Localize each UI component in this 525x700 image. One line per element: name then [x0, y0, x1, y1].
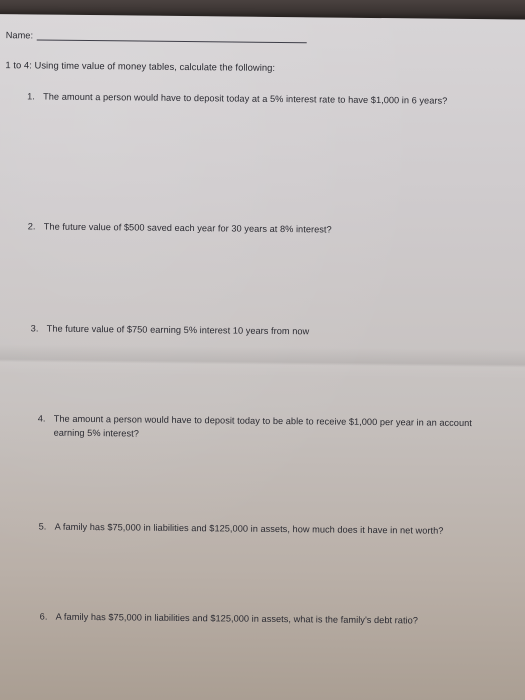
name-label: Name:: [5, 30, 34, 41]
question-5-text: A family has $75,000 in liabilities and $125,000 in assets, how much does it have in net worth?: [54, 521, 444, 536]
question-3-text: The future value of $750 earning 5% interest 10 years from now: [46, 323, 310, 337]
question-6-number: 6.: [39, 611, 48, 622]
paper-fold: [0, 344, 525, 380]
worksheet-paper: [0, 14, 525, 700]
question-6-text: A family has $75,000 in liabilities and $125,000 in assets, what is the family's debt ratio?: [55, 611, 419, 626]
question-4-number: 4.: [37, 413, 46, 424]
question-2-number: 2.: [27, 221, 36, 232]
question-3-number: 3.: [30, 323, 39, 334]
question-4-text: The amount a person would have to deposit today to be able to receive $1,000 per year in an account earning 5% interest?: [53, 413, 472, 439]
question-1-text: The amount a person would have to deposit today at a 5% interest rate to have $1,000 in 6 years?: [43, 91, 448, 106]
question-2-text: The future value of $500 saved each year for 30 years at 8% interest?: [43, 221, 332, 235]
question-5-number: 5.: [38, 521, 47, 532]
question-1-number: 1.: [27, 91, 35, 102]
name-field: [37, 39, 307, 43]
instructions-text: 1 to 4: Using time value of money tables, calculate the following:: [5, 59, 276, 73]
